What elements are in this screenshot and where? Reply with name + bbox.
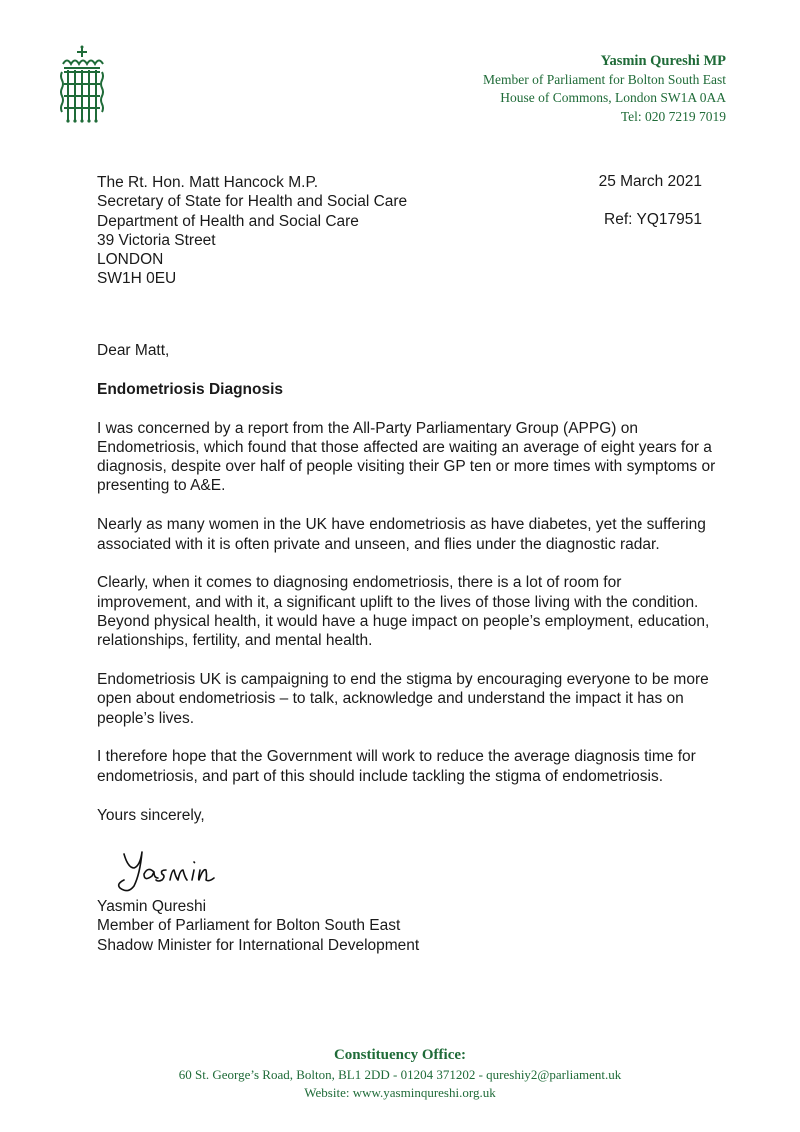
salutation: Dear Matt, [97,342,170,359]
signoff-block [97,897,419,955]
recipient-line: The Rt. Hon. Matt Hancock M.P. [97,174,319,191]
handwritten-signature [110,842,220,894]
portcullis-icon [60,44,104,124]
footer-heading: Constituency Office: [333,1047,467,1063]
letterhead-tel: Tel: 020 7219 7019 [620,108,726,124]
recipient-address [97,173,407,289]
letter-body [97,341,717,844]
letterhead [483,52,726,126]
recipient-line: Secretary of State for Health and Social Care [97,193,408,211]
body-paragraph: I was concerned by a report from the All-Party Parliamentary Group (APPG) on Endometriosis, which found that those affected are waiting an average of eight years for a diagnosis, despite over half of people visiting their GP ten or more times with symptoms or presenting to A&E. [97,419,716,495]
recipient-line: 39 Victoria Street [97,231,216,249]
letterhead-role: Member of Parliament for Bolton South East [483,71,726,87]
body-paragraph: I therefore hope that the Government will work to reduce the average diagnosis time for endometriosis, and part of this should include tackling the stigma of endometriosis. [97,748,696,785]
recipient-line: SW1H 0EU [97,270,177,288]
signoff-title: Shadow Minister for International Development [97,936,420,954]
signoff-name: Yasmin Qureshi [97,898,207,915]
body-paragraph: Endometriosis UK is campaigning to end the stigma by encouraging everyone to be more open about endometriosis – to talk, acknowledge and understand the impact it has on people’s lives. [97,671,709,727]
letter-date: 25 March 2021 [598,173,702,190]
recipient-line: LONDON [97,251,164,269]
recipient-line: Department of Health and Social Care [97,212,359,230]
signoff-title: Member of Parliament for Bolton South East [97,917,401,935]
letter-reference: Ref: YQ17951 [604,211,702,228]
closing: Yours sincerely, [97,806,205,824]
body-paragraph: Nearly as many women in the UK have endometriosis as have diabetes, yet the suffering associated with it is often private and unseen, and flies under the diagnostic radar. [97,516,706,553]
letterhead-address: House of Commons, London SW1A 0AA [500,90,726,105]
footer-address: 60 St. George’s Road, Bolton, BL1 2DD - 01204 371202 - qureshiy2@parliament.uk [178,1067,622,1082]
footer [0,1044,800,1102]
body-paragraph: Clearly, when it comes to diagnosing endometriosis, there is a lot of room for improvement, and with it, a significant uplift to the lives of those living with the condition. Beyond physical health, it would have a huge impact on people’s employment, education, relationships, fertility, and mental health. [97,574,710,650]
letterhead-name: Yasmin Qureshi MP [600,53,726,69]
letter-subject: Endometriosis Diagnosis [97,380,284,398]
footer-website: Website: www.yasminqureshi.org.uk [304,1085,496,1100]
